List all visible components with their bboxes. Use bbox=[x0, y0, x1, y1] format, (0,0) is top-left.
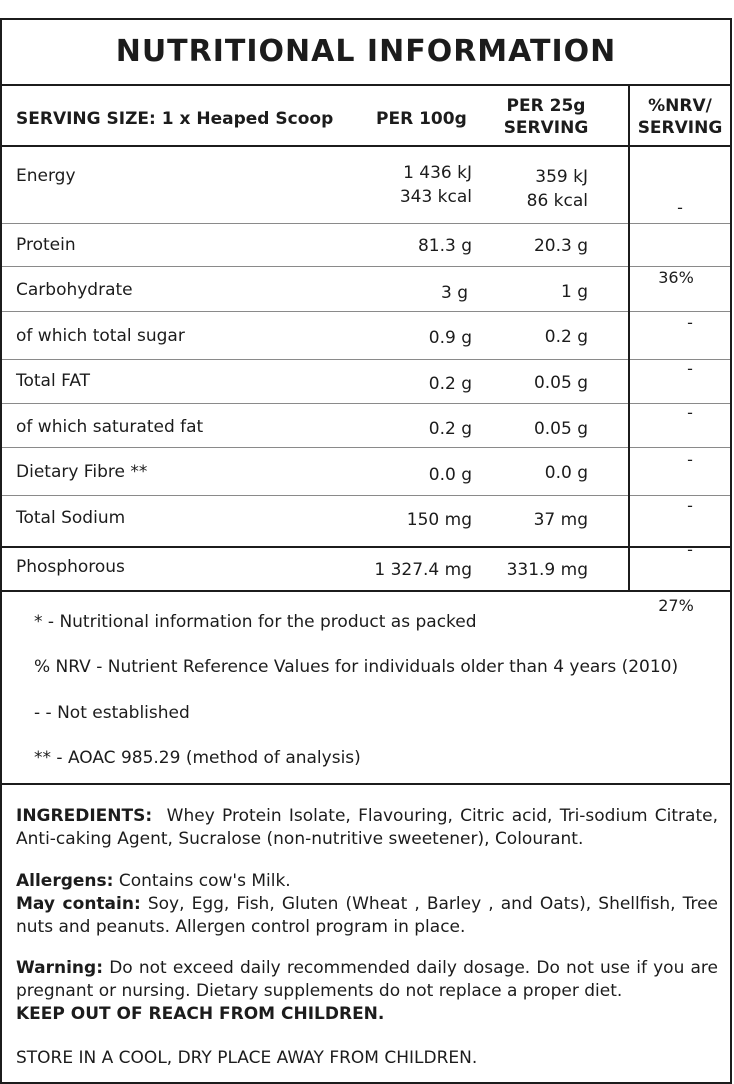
nrv-value: - bbox=[687, 359, 693, 378]
ingredients-label: INGREDIENTS: bbox=[16, 806, 153, 826]
row-label: Dietary Fibre ** bbox=[16, 462, 148, 482]
nrv-value: 36% bbox=[658, 268, 694, 287]
footnote: * - Nutritional information for the product as packed bbox=[34, 612, 477, 632]
per-100g-value bbox=[400, 161, 472, 209]
nutrition-panel bbox=[0, 18, 732, 1084]
warning-block bbox=[16, 957, 718, 1026]
row-label: of which saturated fat bbox=[16, 417, 204, 437]
rule-table-end bbox=[2, 590, 730, 592]
per-100g-value: 0.2 g bbox=[428, 374, 472, 394]
per-25g-value: 0.05 g bbox=[533, 373, 588, 393]
nrv-value: 27% bbox=[658, 596, 694, 615]
may-contain-text: Soy, Egg, Fish, Gluten (Wheat , Barley , and Oats), Shellfish, Tree nuts and peanuts. Allergen control program in place. bbox=[16, 894, 719, 937]
row-label: Carbohydrate bbox=[16, 280, 133, 300]
row-label: of which total sugar bbox=[16, 326, 185, 346]
rule-nrv-column bbox=[628, 84, 630, 590]
warning-label: Warning: bbox=[16, 958, 104, 978]
rule-row bbox=[2, 223, 730, 224]
allergens-line bbox=[16, 870, 718, 893]
footnote: ** - AOAC 985.29 (method of analysis) bbox=[34, 748, 361, 768]
per-25g-value: 331.9 mg bbox=[506, 560, 588, 580]
rule-row bbox=[2, 546, 730, 548]
header-nrv-line1: %NRV/ bbox=[648, 96, 712, 116]
nrv-value: - bbox=[687, 313, 693, 332]
per-25g-value: 20.3 g bbox=[533, 236, 588, 256]
row-label: Energy bbox=[16, 166, 76, 186]
warning-text: Do not exceed daily recommended daily dosage. Do not use if you are pregnant or nursing. Dietary supplements do not replace a proper diet. bbox=[16, 958, 719, 1001]
per-25g-value: 0.0 g bbox=[544, 463, 588, 483]
allergens-label: Allergens: bbox=[16, 871, 114, 891]
header-nrv-line2: SERVING bbox=[637, 118, 723, 138]
per-100g-value: 150 mg bbox=[406, 510, 472, 530]
may-contain-label: May contain: bbox=[16, 894, 141, 914]
rule-row bbox=[2, 447, 730, 448]
row-label: Total Sodium bbox=[16, 508, 126, 528]
rule-notes-end bbox=[2, 783, 730, 785]
storage-note: STORE IN A COOL, DRY PLACE AWAY FROM CHILDREN. bbox=[16, 1048, 478, 1068]
rule-header bbox=[2, 145, 730, 147]
row-label: Phosphorous bbox=[16, 557, 125, 577]
nrv-value: - bbox=[687, 496, 693, 515]
may-contain-line bbox=[16, 893, 718, 939]
rule-row bbox=[2, 311, 730, 312]
allergens-text: Contains cow's Milk. bbox=[118, 871, 291, 891]
rule-row bbox=[2, 495, 730, 496]
energy-kcal-25g: 86 kcal bbox=[526, 191, 588, 211]
per-100g-value: 81.3 g bbox=[417, 236, 472, 256]
header-per-25g-line1: PER 25g bbox=[506, 96, 586, 116]
per-25g-value: 37 mg bbox=[533, 510, 588, 530]
row-label: Total FAT bbox=[16, 371, 91, 391]
energy-kj-25g: 359 kJ bbox=[535, 167, 588, 187]
nrv-value: - bbox=[687, 540, 693, 559]
per-100g-value: 0.2 g bbox=[428, 419, 472, 439]
header-per-25g-line2: SERVING bbox=[503, 118, 589, 138]
header-nrv bbox=[630, 95, 730, 139]
nrv-value: - bbox=[687, 450, 693, 469]
header-serving-size: SERVING SIZE: 1 x Heaped Scoop bbox=[16, 109, 334, 129]
per-25g-value: 1 g bbox=[560, 282, 588, 302]
warning-caps: KEEP OUT OF REACH FROM CHILDREN. bbox=[16, 1004, 385, 1024]
rule-title bbox=[2, 84, 730, 86]
header-per-25g bbox=[498, 95, 594, 139]
allergens-block bbox=[16, 870, 718, 939]
per-100g-value: 1 327.4 mg bbox=[374, 560, 472, 580]
per-100g-value: 3 g bbox=[440, 283, 468, 303]
page-title: NUTRITIONAL INFORMATION bbox=[115, 34, 617, 69]
rule-row bbox=[2, 266, 730, 267]
header-per-100g: PER 100g bbox=[376, 109, 467, 129]
nrv-value: - bbox=[677, 198, 683, 217]
per-100g-value: 0.0 g bbox=[428, 465, 472, 485]
rule-row bbox=[2, 403, 730, 404]
energy-kj-100g: 1 436 kJ bbox=[403, 163, 472, 183]
per-25g-value: 0.2 g bbox=[544, 327, 588, 347]
per-25g-value bbox=[527, 165, 588, 213]
nrv-value: - bbox=[687, 403, 693, 422]
row-label: Protein bbox=[16, 235, 76, 255]
ingredients-block bbox=[16, 805, 718, 851]
rule-row bbox=[2, 359, 730, 360]
energy-kcal-100g: 343 kcal bbox=[399, 187, 472, 207]
ingredients-text: Whey Protein Isolate, Flavouring, Citric acid, Tri-sodium Citrate, Anti-caking Agent, Sucralose (non-nutritive sweetener), Colourant. bbox=[16, 806, 718, 849]
per-25g-value: 0.05 g bbox=[533, 419, 588, 439]
footnote: - - Not established bbox=[34, 703, 190, 723]
per-100g-value: 0.9 g bbox=[428, 328, 472, 348]
footnote: % NRV - Nutrient Reference Values for individuals older than 4 years (2010) bbox=[34, 657, 679, 677]
